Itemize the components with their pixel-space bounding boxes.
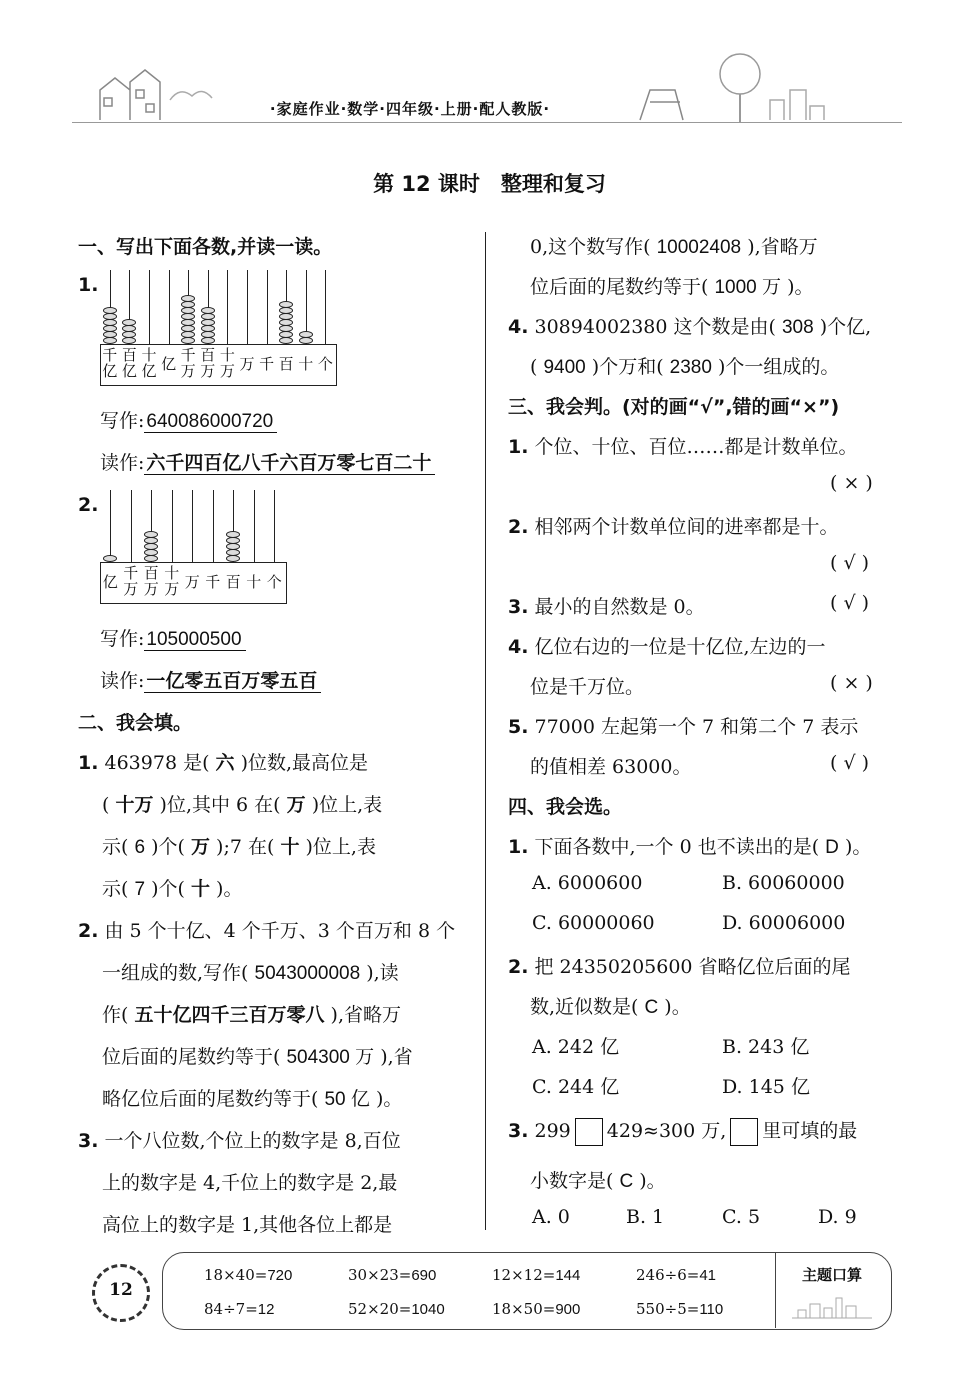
s3-item4: 4. 亿位右边的一位是十亿位,左边的一	[508, 636, 826, 658]
s4-q2-opt-b: B. 243 亿	[722, 1036, 810, 1058]
abacus-bead	[144, 537, 158, 544]
abacus-bead	[279, 319, 293, 326]
abacus-bead	[181, 337, 195, 344]
s1-q1-number: 1.	[78, 274, 99, 296]
abacus-bead	[279, 331, 293, 338]
s3-item4-mark: ( × )	[830, 672, 873, 694]
s2-q3-line1: 3. 一个八位数,个位上的数字是 8,百位	[78, 1130, 401, 1152]
answer: 10002408	[656, 237, 742, 258]
s4-q2-line2: 数,近似数是( C )。	[530, 996, 691, 1018]
s1-q1-read	[100, 448, 435, 475]
abacus-bead	[103, 313, 117, 320]
abacus-bead	[279, 301, 293, 308]
abacus-bead	[279, 307, 293, 314]
s2-q2-line1: 2. 由 5 个十亿、4 个千万、3 个百万和 8 个	[78, 920, 456, 942]
s3-item1-mark: ( × )	[830, 472, 873, 494]
section4-heading: 四、我会选。	[508, 796, 623, 818]
calc-8: 550÷5=110	[636, 1300, 724, 1318]
abacus-place-label: 亿	[102, 573, 118, 591]
column-divider	[485, 232, 486, 1230]
abacus-rod	[274, 490, 275, 562]
blank-box	[730, 1118, 758, 1146]
answer: 5043000008	[254, 963, 361, 984]
blank-box	[575, 1118, 603, 1146]
abacus-bead	[144, 531, 158, 538]
write-label: 写作:	[100, 628, 145, 650]
s2-q1-line1: 1. 463978 是( 六 )位数,最高位是	[78, 752, 369, 774]
abacus-rod	[131, 490, 132, 562]
abacus-rod	[110, 490, 111, 562]
abacus-rod	[227, 270, 228, 344]
abacus-bead	[122, 325, 136, 332]
lesson-title: 第 12 课时 整理和复习	[373, 172, 606, 196]
abacus-bead	[181, 307, 195, 314]
abacus-bead	[103, 307, 117, 314]
section2-heading: 二、我会填。	[78, 712, 193, 734]
s4-q3-line1: 3. 299 429≈300 万, 里可填的最	[508, 1116, 857, 1146]
abacus-place-label: 个	[266, 573, 282, 591]
abacus-rod	[254, 490, 255, 562]
abacus-bead	[103, 331, 117, 338]
abacus-rod	[213, 490, 214, 562]
abacus-bead	[279, 313, 293, 320]
answer: C	[644, 997, 659, 1018]
abacus-bead	[226, 555, 240, 562]
answer: 7	[134, 879, 146, 900]
s4-q2-opt-a: A. 242 亿	[532, 1036, 620, 1058]
abacus-rod	[325, 270, 326, 344]
abacus-bead	[144, 549, 158, 556]
abacus-place-label: 亿	[161, 355, 177, 373]
town-illustration	[620, 52, 900, 124]
abacus-bead	[299, 337, 313, 344]
abacus-bead	[181, 325, 195, 332]
abacus-bead	[279, 337, 293, 344]
oral-calc-separator	[775, 1252, 776, 1328]
answer: 9400	[543, 357, 586, 378]
abacus-bead	[181, 301, 195, 308]
s2-q3-line2: 上的数字是 4,千位上的数字是 2,最	[102, 1172, 398, 1194]
s2-q4-line1: 4. 30894002380 这个数是由( 308 )个亿,	[508, 316, 872, 338]
answer: 1000 万	[714, 277, 782, 298]
s4-q1: 1. 下面各数中,一个 0 也不读出的是( D )。	[508, 836, 872, 858]
abacus-place-label: 十 亿	[141, 346, 157, 380]
s3-item5-mark: ( √ )	[830, 752, 870, 774]
abacus-bead	[144, 555, 158, 562]
write-answer: 105000500	[144, 629, 245, 651]
abacus-rod	[267, 270, 268, 344]
calc-3: 12×12=144	[492, 1266, 581, 1284]
s4-q1-opt-d: D. 60006000	[722, 912, 846, 934]
answer: C	[619, 1171, 634, 1192]
abacus-bead	[103, 325, 117, 332]
abacus-rod	[172, 490, 173, 562]
abacus-place-label: 千 亿	[102, 346, 118, 380]
s3-item1: 1. 个位、十位、百位……都是计数单位。	[508, 436, 858, 458]
abacus-place-label: 千 万	[180, 346, 196, 380]
abacus-bead	[201, 307, 215, 314]
abacus-bead	[103, 319, 117, 326]
s2-q2-line3: 作( 五十亿四千三百万零八 ),省略万	[102, 1004, 401, 1026]
read-label: 读作:	[100, 452, 145, 474]
skyline-illustration	[790, 1290, 876, 1320]
abacus-bead	[122, 337, 136, 344]
abacus-bead	[201, 337, 215, 344]
s2-q1-line3: 示( 6 )个( 万 );7 在( 十 )位上,表	[102, 836, 376, 858]
abacus-rod	[192, 490, 193, 562]
s3-item4-line2: 位是千万位。	[530, 676, 645, 698]
s4-q3-opt-a: A. 0	[532, 1206, 570, 1228]
answer: 2380	[669, 357, 712, 378]
abacus-place-label: 千	[205, 573, 221, 591]
abacus-bead	[201, 319, 215, 326]
s2-q2-line4: 位后面的尾数约等于( 504300 万 ),省	[102, 1046, 413, 1068]
s4-q2-line1: 2. 把 24350205600 省略亿位后面的尾	[508, 956, 851, 978]
calc-5: 84÷7=12	[204, 1300, 275, 1318]
abacus-bead	[122, 331, 136, 338]
abacus-rod	[169, 270, 170, 344]
abacus-bead	[226, 543, 240, 550]
calc-7: 18×50=900	[492, 1300, 581, 1318]
s4-q2-opt-d: D. 145 亿	[722, 1076, 810, 1098]
abacus-place-label: 百 万	[200, 346, 216, 380]
s4-q1-opt-a: A. 6000600	[532, 872, 643, 894]
abacus-place-label: 百 亿	[121, 346, 137, 380]
s2-q1-line2: ( 十万 )位,其中 6 在( 万 )位上,表	[102, 794, 383, 816]
abacus-bead	[122, 319, 136, 326]
s3-item3: 3. 最小的自然数是 0。	[508, 596, 705, 618]
s1-q2-read	[100, 666, 321, 693]
abacus-rod	[247, 270, 248, 344]
calc-1: 18×40=720	[204, 1266, 293, 1284]
s1-q1-write	[100, 406, 277, 433]
s1-q2-number: 2.	[78, 494, 99, 516]
abacus-bead	[279, 325, 293, 332]
read-label: 读作:	[100, 670, 145, 692]
abacus-bead	[181, 295, 195, 302]
abacus-bead	[201, 331, 215, 338]
s3-item3-mark: ( √ )	[830, 592, 870, 614]
answer: 六	[215, 752, 235, 774]
s3-item5-line2: 的值相差 63000。	[530, 756, 692, 778]
calc-2: 30×23=690	[348, 1266, 437, 1284]
s4-q3-line2: 小数字是( C )。	[530, 1170, 666, 1192]
s4-q1-opt-c: C. 60000060	[532, 912, 655, 934]
abacus-rod	[149, 270, 150, 344]
abacus-bead	[299, 331, 313, 338]
s2-q3-line5: 位后面的尾数约等于( 1000 万 )。	[530, 276, 814, 298]
answer: 504300 万	[286, 1047, 375, 1068]
s4-q1-opt-b: B. 60060000	[722, 872, 845, 894]
page-number: 12	[109, 1280, 133, 1300]
answer: 十	[190, 878, 210, 900]
abacus-bead	[103, 337, 117, 344]
s2-q2-line5: 略亿位后面的尾数约等于( 50 亿 )。	[102, 1088, 403, 1110]
abacus-2	[100, 490, 286, 604]
write-answer: 640086000720	[144, 411, 277, 433]
s2-q3-line3: 高位上的数字是 1,其他各位上都是	[102, 1214, 393, 1236]
write-label: 写作:	[100, 410, 145, 432]
s2-q3-line4: 0,这个数写作( 10002408 ),省略万	[530, 236, 818, 258]
s2-q1-line4: 示( 7 )个( 十 )。	[102, 878, 243, 900]
answer: 十万	[115, 794, 154, 816]
abacus-place-label: 十	[298, 355, 314, 373]
abacus-bead	[226, 531, 240, 538]
answer: 6	[134, 837, 146, 858]
answer: 万	[286, 794, 306, 816]
header-rule	[72, 122, 902, 123]
answer: 五十亿四千三百万零八	[134, 1004, 325, 1026]
s2-q2-line2: 一组成的数,写作( 5043000008 ),读	[102, 962, 399, 984]
header-title: ·家庭作业·数学·四年级·上册·配人教版·	[269, 100, 551, 118]
calc-6: 52×20=1040	[348, 1300, 445, 1318]
answer: 50 亿	[324, 1089, 370, 1110]
abacus-place-label: 千	[259, 355, 275, 373]
abacus-bead	[144, 543, 158, 550]
answer: 308	[781, 317, 814, 338]
abacus-bead	[181, 313, 195, 320]
s4-q3-opt-d: D. 9	[818, 1206, 857, 1228]
s4-q3-opt-b: B. 1	[626, 1206, 665, 1228]
abacus-place-label: 十 万	[164, 564, 180, 598]
abacus-bead	[103, 555, 117, 562]
calc-4: 246÷6=41	[636, 1266, 716, 1284]
section3-heading: 三、我会判。(对的画“√”,错的画“×”)	[508, 396, 840, 418]
abacus-1	[100, 270, 336, 386]
s3-item2-mark: ( √ )	[830, 552, 870, 574]
answer: 十	[280, 836, 300, 858]
read-answer: 一亿零五百万零五百	[144, 670, 321, 693]
houses-illustration	[90, 60, 220, 122]
abacus-bead	[226, 537, 240, 544]
abacus-place-label: 百 万	[143, 564, 159, 598]
s4-q2-opt-c: C. 244 亿	[532, 1076, 620, 1098]
abacus-bead	[181, 331, 195, 338]
abacus-bead	[181, 319, 195, 326]
s4-q3-opt-c: C. 5	[722, 1206, 761, 1228]
s2-q4-line2: ( 9400 )个万和( 2380 )个一组成的。	[530, 356, 840, 378]
topic-label: 主题口算	[801, 1266, 862, 1284]
section1-heading: 一、写出下面各数,并读一读。	[78, 236, 333, 258]
s3-item2: 2. 相邻两个计数单位间的进率都是十。	[508, 516, 839, 538]
read-answer: 六千四百亿八千六百万零七百二十	[144, 452, 435, 475]
abacus-bead	[201, 325, 215, 332]
abacus-place-label: 千 万	[123, 564, 139, 598]
abacus-place-label: 十	[246, 573, 262, 591]
abacus-place-label: 百	[225, 573, 241, 591]
abacus-place-label: 十 万	[219, 346, 235, 380]
abacus-place-label: 万	[184, 573, 200, 591]
abacus-bead	[226, 549, 240, 556]
s3-item5: 5. 77000 左起第一个 7 和第二个 7 表示	[508, 716, 859, 738]
abacus-bead	[201, 313, 215, 320]
abacus-place-label: 万	[239, 355, 255, 373]
answer: D	[825, 837, 839, 858]
answer: 万	[190, 836, 210, 858]
s1-q2-write	[100, 624, 246, 651]
abacus-place-label: 个	[317, 355, 333, 373]
abacus-place-label: 百	[278, 355, 294, 373]
